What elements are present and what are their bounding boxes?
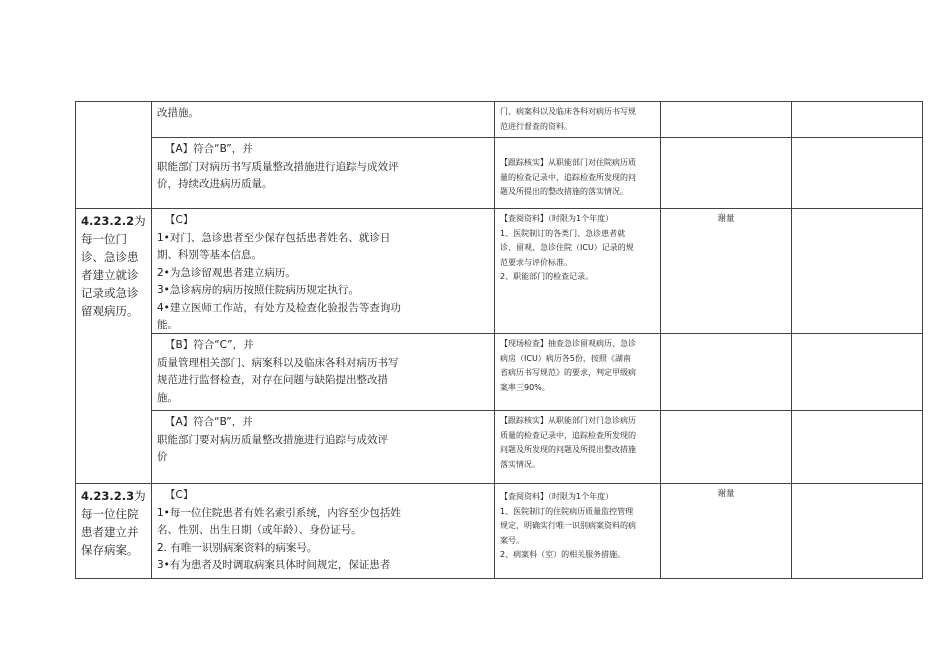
method-text: 题及所提出的整改措施的落实情况。 <box>500 187 628 196</box>
clause-cell <box>76 209 152 484</box>
note-cell: 谢量 <box>661 209 792 334</box>
standard-text: 2. 有唯一识别病案资料的病案号。 <box>157 541 318 554</box>
standard-text: 改措施。 <box>157 107 199 119</box>
table-row <box>76 102 923 138</box>
method-text: 问题及所发现的问题及所提出整改措施 <box>500 445 636 454</box>
method-text: 量的检查记录中，追踪检查所发现的问 <box>500 172 636 182</box>
clause-number: 4.23.2.2 <box>81 214 135 228</box>
method-text: 门、病案科以及临床各科对病历书写规 <box>500 107 636 116</box>
table-row <box>76 484 923 579</box>
table-row <box>76 138 923 209</box>
standard-text: 期、科别等基本信息。 <box>157 249 262 261</box>
method-text: 范进行督查的资料。 <box>500 121 572 131</box>
note-cell: 谢量 <box>661 484 792 579</box>
standard-cell <box>152 102 495 138</box>
table-row <box>76 334 923 411</box>
method-text: 【现场检查】抽查急诊留观病历、急诊 <box>500 339 636 348</box>
method-text: 落实情况。 <box>500 459 540 469</box>
method-text: 2、职能部门的检查记录。 <box>500 272 594 281</box>
standard-cell <box>152 411 495 484</box>
empty-cell <box>792 484 923 579</box>
standard-text: 名、性别、出生日期（或年龄）、身份证号。 <box>157 524 362 536</box>
grade-label: 【B】符合“C”，并 <box>165 339 254 351</box>
standard-cell <box>152 334 495 411</box>
method-text: 【跟踪核实】从职能部门对门急诊病历 <box>500 416 636 425</box>
method-text: 省病历书写规范》的要求，判定甲级病 <box>500 368 636 377</box>
clause-cell <box>76 484 152 579</box>
note-cell <box>661 411 792 484</box>
method-text: 病房（ICU）病历各5份，按照《湖南 <box>500 353 631 363</box>
note-cell <box>661 334 792 411</box>
grade-label: 【A】符合“B”，并 <box>165 416 253 428</box>
standard-text: 1•每一位住院患者有姓名索引系统，内容至少包括姓 <box>157 506 401 519</box>
empty-cell <box>792 411 923 484</box>
method-text: 范要求与评价标准。 <box>500 257 572 267</box>
note-cell <box>661 102 792 138</box>
method-text: 案率三90%。 <box>500 382 550 392</box>
standard-cell <box>152 209 495 334</box>
empty-cell <box>792 138 923 209</box>
standard-text: 职能部门要对病历质量整改措施进行追踪与成效评 <box>157 433 388 446</box>
standard-cell <box>152 484 495 579</box>
method-text: 案号。 <box>500 535 524 545</box>
method-text: 规定，明确实行唯一识别病案资料的病 <box>500 521 636 530</box>
clause-cell <box>76 102 152 209</box>
empty-cell <box>792 209 923 334</box>
standard-text: 规范进行监督检查，对存在问题与缺陷提出整改措 <box>157 374 388 386</box>
method-text: 1、医院制订的住院病历质量监控管理 <box>500 506 634 516</box>
method-text: 1、医院制订的各类门、急诊患者就 <box>500 228 626 238</box>
standard-text: 2•为急诊留观患者建立病历。 <box>157 266 296 279</box>
method-cell <box>495 209 661 334</box>
standard-text: 4•建立医师工作站，有处方及检查化验报告等查询功 <box>157 301 401 314</box>
table-row <box>76 411 923 484</box>
method-cell <box>495 138 661 209</box>
empty-cell <box>792 102 923 138</box>
note-cell <box>661 138 792 209</box>
method-text: 【跟踪核实】从职能部门对住院病历质 <box>500 158 636 167</box>
empty-cell <box>792 334 923 411</box>
clause-text: 为每一位门诊、急诊患者建立就诊记录或急诊留观病历。 <box>81 214 146 318</box>
standard-text: 3•有为患者及时调取病案具体时间规定，保证患者 <box>157 559 391 571</box>
method-text: 质量的检查记录中，追踪检查所发现的 <box>500 430 636 440</box>
clause-text: 为每一位住院患者建立并保存病案。 <box>81 489 146 557</box>
method-text: 诊、留观、急诊住院（ICU）记录的规 <box>500 243 634 252</box>
standard-text: 3•急诊病房的病历按照住院病历规定执行。 <box>157 284 359 296</box>
method-text: 【查阅资料】（时限为1个年度） <box>500 214 614 223</box>
standard-cell <box>152 138 495 209</box>
method-cell <box>495 334 661 411</box>
standard-text: 质量管理相关部门、病案科以及临床各科对病历书写 <box>157 356 399 369</box>
standard-text: 职能部门对病历书写质量整改措施进行追踪与成效评 <box>157 160 399 173</box>
table-row <box>76 209 923 334</box>
standard-text: 1•对门、急诊患者至少保存包括患者姓名、就诊日 <box>157 231 391 244</box>
grade-label: 【C】 <box>165 489 194 501</box>
clause-number: 4.23.2.3 <box>81 489 135 503</box>
method-cell <box>495 411 661 484</box>
method-text: 2、病案科（室）的相关服务措施。 <box>500 550 626 559</box>
standards-table <box>75 101 923 579</box>
method-cell <box>495 484 661 579</box>
method-cell <box>495 102 661 138</box>
standard-text: 能。 <box>157 319 178 329</box>
standard-text: 价，持续改进病历质量。 <box>157 178 273 190</box>
grade-label: 【A】符合“B”，并 <box>165 143 253 155</box>
standard-text: 价 <box>157 451 168 463</box>
method-text: 【查阅资料】（时限为1个年度） <box>500 492 614 501</box>
standard-text: 施。 <box>157 391 178 404</box>
grade-label: 【C】 <box>165 214 194 226</box>
